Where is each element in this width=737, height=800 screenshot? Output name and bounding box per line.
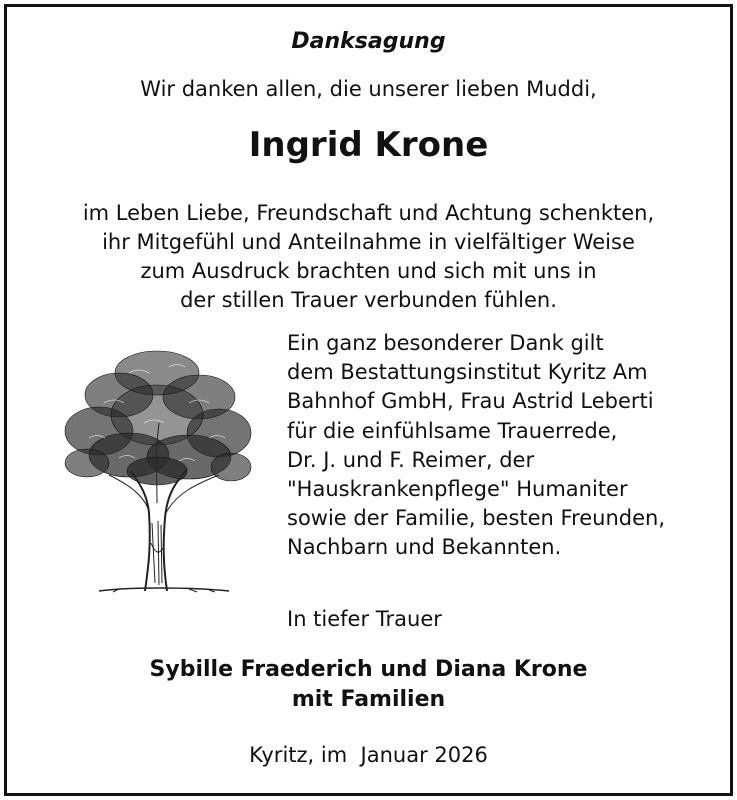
thanks-line: dem Bestattungsinstitut Kyritz Am bbox=[287, 360, 648, 385]
obituary-card bbox=[4, 4, 733, 796]
thanks-line: sowie der Familie, besten Freunden, bbox=[287, 506, 666, 531]
place-date: Kyritz, im Januar 2026 bbox=[249, 743, 488, 767]
thanks-line: Ein ganz besonderer Dank gilt bbox=[287, 331, 604, 355]
body-line: der stillen Trauer verbunden fühlen. bbox=[180, 288, 557, 312]
tree-illustration-icon bbox=[59, 343, 254, 593]
intro-line: Wir danken allen, die unserer lieben Muddi, bbox=[140, 77, 597, 101]
body-line: im Leben Liebe, Freundschaft und Achtung schenkten, bbox=[82, 201, 655, 225]
signature-line: Sybille Fraederich und Diana Krone bbox=[149, 657, 588, 682]
body-line: zum Ausdruck brachten und sich mit uns in bbox=[140, 259, 597, 283]
special-thanks bbox=[287, 329, 665, 563]
notice-heading: Danksagung bbox=[291, 29, 446, 54]
signature bbox=[7, 655, 730, 715]
body-text bbox=[7, 199, 730, 315]
thanks-line: "Hauskrankenpflege" Humaniter bbox=[287, 476, 628, 501]
thanks-line: Bahnhof GmbH, Frau Astrid Leberti bbox=[287, 389, 654, 414]
signature-line: mit Familien bbox=[291, 687, 446, 712]
thanks-line: Nachbarn und Bekannten. bbox=[287, 535, 562, 560]
thanks-line: Dr. J. und F. Reimer, der bbox=[287, 447, 535, 472]
closing-line: In tiefer Trauer bbox=[287, 607, 442, 631]
body-line: ihr Mitgefühl und Anteilnahme in vielfältiger Weise bbox=[102, 230, 635, 254]
thanks-line: für die einfühlsame Trauerrede, bbox=[287, 418, 618, 443]
deceased-name: Ingrid Krone bbox=[248, 125, 489, 165]
